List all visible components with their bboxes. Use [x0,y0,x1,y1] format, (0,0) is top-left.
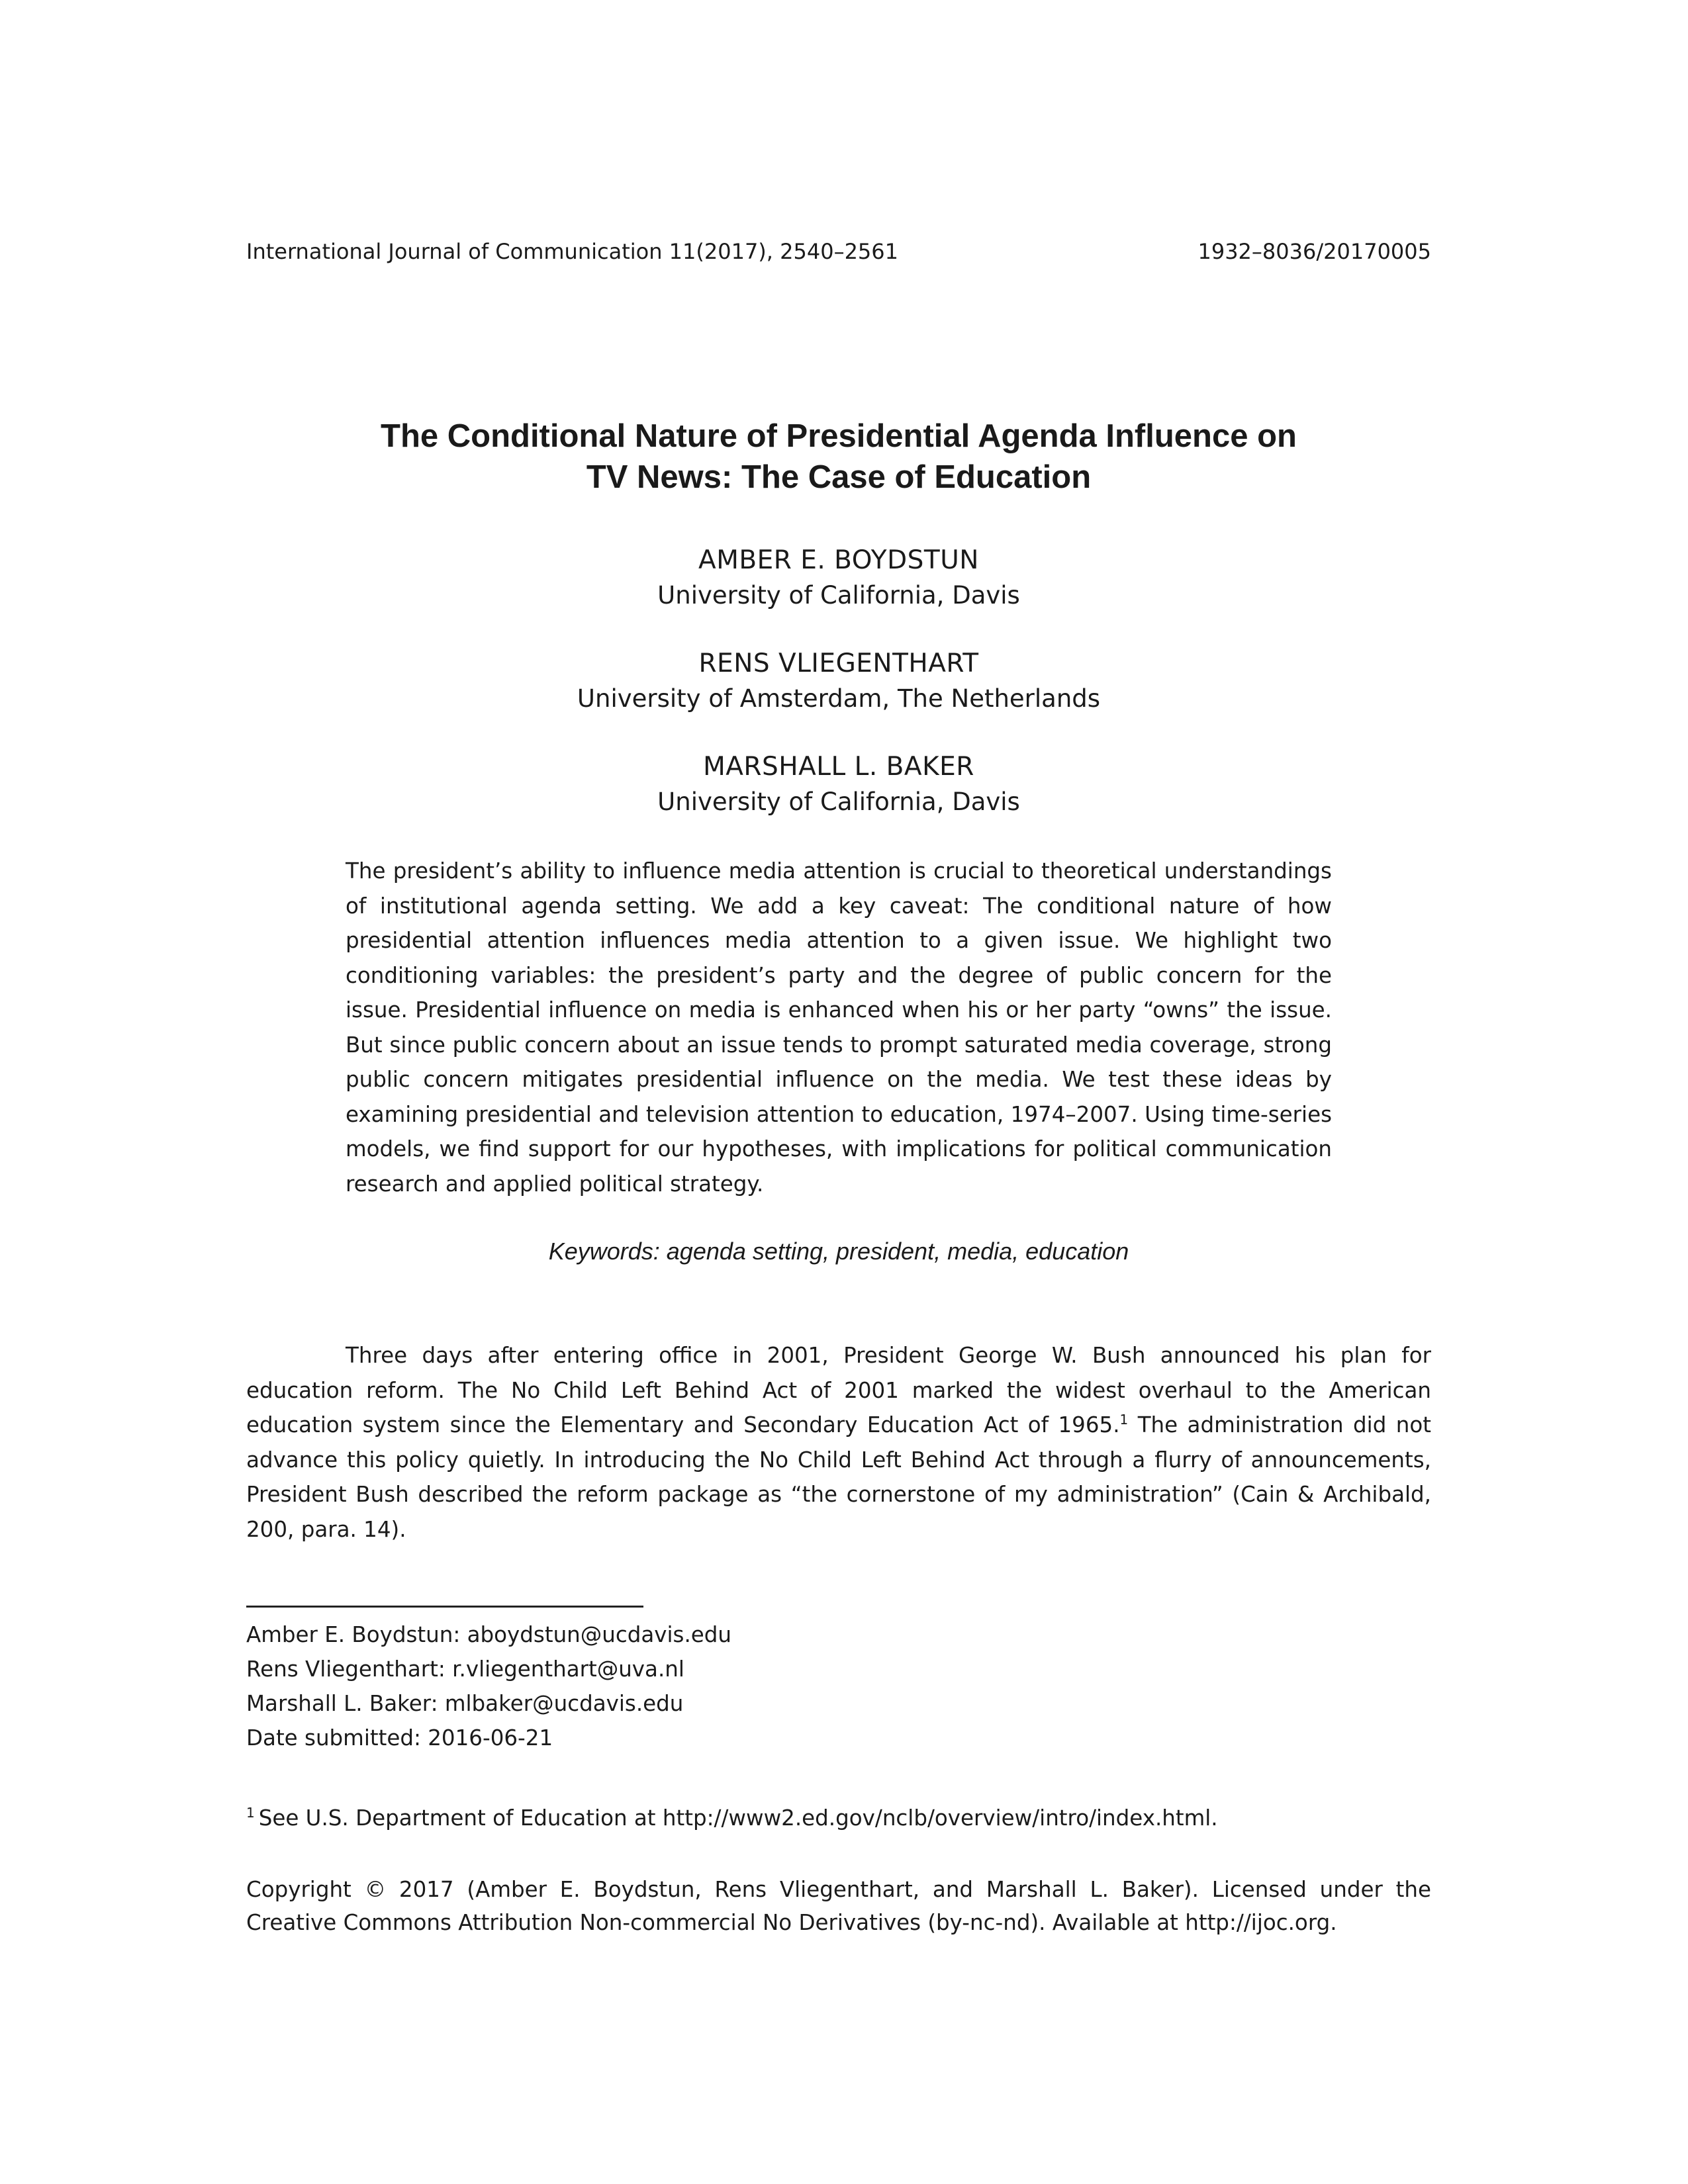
contact-line: Amber E. Boydstun: aboydstun@ucdavis.edu [246,1622,732,1647]
contact-line: Marshall L. Baker: mlbaker@ucdavis.edu [246,1691,684,1716]
author-block [246,543,1431,613]
body-paragraph [246,1338,1431,1547]
footnote-text: See U.S. Department of Education at http://www2.ed.gov/nclb/overview/intro/index.html. [258,1805,1218,1831]
body-text-part-2: The administration did not advance this policy quietly. In introducing the No Child Left Behind Act through a flurry of announcements, President Bush described the reform package as “the cornerstone of my administration” (Cain & Archibald, 200, para. 14). [246,1412,1431,1542]
footnote-divider [246,1606,643,1608]
author-name: RENS VLIEGENTHART [698,649,979,678]
body-text-part-1: Three days after entering office in 2001, President George W. Bush announced his plan for education reform. The No Child Left Behind Act of 2001 marked the widest overhaul to the American education system since the Elementary and Secondary Education Act of 1965. [246,1343,1431,1437]
footnote-mark: 1 [246,1805,255,1821]
keywords: Keywords: agenda setting, president, media, education [548,1238,1129,1265]
contact-line: Rens Vliegenthart: r.vliegenthart@uva.nl [246,1657,684,1682]
author-block [246,646,1431,716]
issn-number: 1932–8036/20170005 [1197,239,1431,264]
copyright-notice: Copyright © 2017 (Amber E. Boydstun, Rens Vliegenthart, and Marshall L. Baker). Licensed under the Creative Commons Attribution Non-commercial No Derivatives (by-nc-nd). Available at http://ijoc.org. [246,1877,1431,1935]
date-submitted: Date submitted: 2016-06-21 [246,1725,553,1751]
author-affiliation: University of California, Davis [657,581,1020,610]
journal-citation: International Journal of Communication 11(2017), 2540–2561 [246,239,898,264]
author-name: MARSHALL L. BAKER [703,752,974,782]
author-name: AMBER E. BOYDSTUN [698,545,979,575]
author-contacts [246,1617,1431,1755]
title-line-2: TV News: The Case of Education [586,459,1092,495]
author-affiliation: University of California, Davis [657,788,1020,816]
running-header [246,237,1431,266]
footnote-reference[interactable]: 1 [1119,1412,1129,1428]
paper-title [246,416,1431,498]
title-line-1: The Conditional Nature of Presidential Agenda Influence on [381,418,1297,454]
author-block [246,749,1431,819]
abstract: The president’s ability to influence media attention is crucial to theoretical understandings of institutional agenda setting. We add a key caveat: The conditional nature of how presidential attention influences media attention to a given issue. We highlight two conditioning variables: the president’s party and the degree of public concern for the issue. Presidential influence on media is enhanced when his or her party “owns” the issue. But since public concern about an issue tends to prompt saturated media coverage, strong public concern mitigates presidential influence on the media. We test these ideas by examining presidential and television attention to education, 1974–2007. Using time-series models, we find support for our hypotheses, with implications for political communication research and applied political strategy. [346,858,1332,1197]
author-list [246,543,1431,852]
footnote [246,1801,1431,1835]
author-affiliation: University of Amsterdam, The Netherlands [577,684,1101,713]
